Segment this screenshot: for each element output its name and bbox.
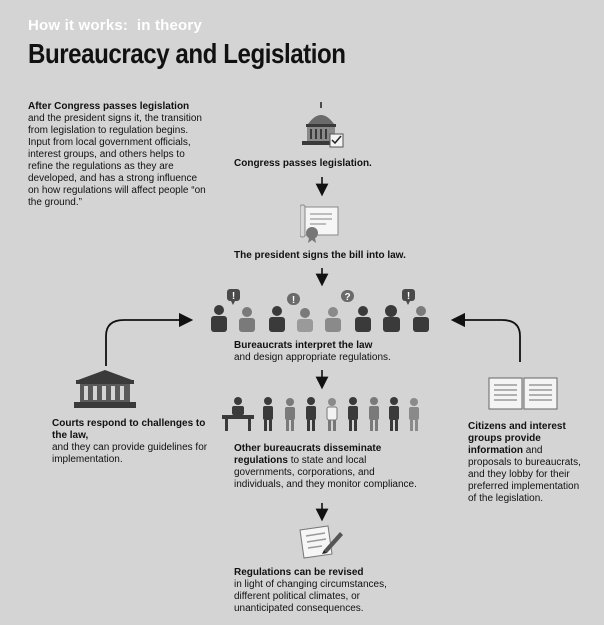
- svg-text:!: !: [406, 291, 411, 302]
- disseminate-group-icon: [222, 395, 422, 433]
- step-president: The president signs the bill into law.: [234, 250, 406, 261]
- speech-bubble-icon: [227, 289, 240, 305]
- speech-bubble-icon: [402, 289, 415, 305]
- capitol-icon: [298, 102, 346, 150]
- kicker: How it works: in theory: [28, 17, 202, 34]
- open-book-icon: [488, 377, 558, 411]
- courthouse-icon: [72, 370, 138, 410]
- speech-bubble-icon: [287, 293, 300, 306]
- pen-paper-icon: [298, 524, 344, 560]
- speech-bubble-icon: [341, 290, 354, 303]
- intro-text: After Congress passes legislation and the president signs it, the transition from legislation to regulation begins. Input from local government officials, interest groups, and others helps to refine the regulations as they are developed, and has a strong influence on how regulations will affect people “on the ground.”: [28, 101, 206, 208]
- bureaucrats-group-icon: [205, 286, 441, 336]
- page-title: Bureaucracy and Legislation: [28, 38, 346, 69]
- step-congress: Congress passes legislation.: [234, 158, 372, 169]
- svg-text:?: ?: [344, 292, 351, 303]
- svg-text:!: !: [231, 291, 236, 302]
- citizens-text: Citizens and interest groups provide information and proposals to bureaucrats, and they lobby for their preferred implementation of the legislation.: [468, 421, 581, 504]
- arrow-courts-to-bureaucrats: [106, 320, 186, 366]
- bill-scroll-icon: [300, 203, 342, 243]
- step-disseminate: Other bureaucrats disseminate regulations to state and local governments, corporations, and individuals, and they monitor compliance.: [234, 443, 417, 490]
- step-revise: Regulations can be revised in light of changing circumstances, different political climates, or unanticipated consequences.: [234, 567, 387, 614]
- courts-text: Courts respond to challenges to the law, and they can provide guidelines for implementation.: [52, 418, 208, 465]
- step-bureaucrats: Bureaucrats interpret the law and design appropriate regulations.: [234, 340, 391, 363]
- arrow-citizens-to-bureaucrats: [458, 320, 520, 362]
- svg-text:!: !: [291, 295, 296, 306]
